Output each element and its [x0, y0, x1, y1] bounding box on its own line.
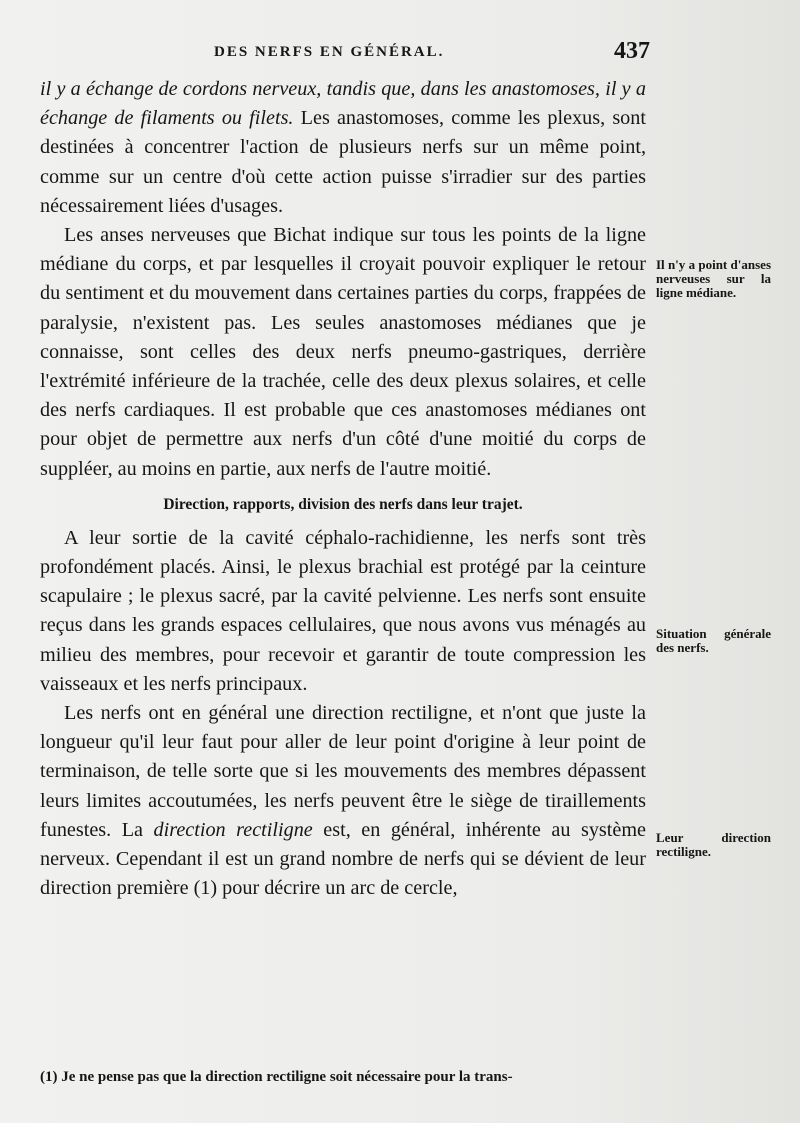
main-text [40, 75, 646, 903]
paragraph-3: A leur sortie de la cavité céphalo-rachidienne, les nerfs sont très profondément placés. Ainsi, le plexus brachial est protégé par la ceinture scapulaire ; le plexus sacré, par la cavité pelvienne. Les nerfs sont ensuite reçus dans les grands espaces cellulaires, que nous avons vus ménagés au milieu des membres, pour recevoir et garantir de toute compression les vaisseaux et les nerfs principaux. [40, 526, 646, 695]
margin-note-3: Leur direction rectiligne. [656, 830, 771, 859]
paragraph-4-start: Les nerfs ont en général une direction rectiligne, et n'ont que juste la longueur qu'il leur faut pour aller de leur point d'origine à leur point de terminaison, de telle sorte que si les mouvements des membres dépassent leurs limites accoutumées, les nerfs peuvent être le siège de tiraillements funestes. La [40, 702, 646, 841]
running-head: DES NERFS EN GÉNÉRAL. [214, 44, 445, 60]
paragraph-1 [40, 75, 646, 221]
page-header [40, 38, 650, 68]
margin-note-1: Il n'y a point d'anses nerveuses sur la ligne médiane. [656, 257, 771, 300]
page-number: 437 [614, 38, 650, 64]
paragraph-1-rest: Les anastomoses, comme les plexus, sont destinées à concentrer l'action de plusieurs nerfs sur un même point, comme sur un centre d'où cette action puisse s'irradier sur des parties nécessairement liées d'usages. [40, 107, 646, 217]
paragraph-2: Les anses nerveuses que Bichat indique sur tous les points de la ligne médiane du corps, et par lesquelles il croyait pouvoir expliquer le retour du sentiment et du mouvement dans certaines parties du corps, frappées de paralysie, n'existent pas. Les seules anastomoses médianes que je connaisse, sont celles des deux nerfs pneumo-gastriques, derrière l'extrémité inférieure de la trachée, celle des deux plexus solaires, et celle des nerfs cardiaques. Il est probable que ces anastomoses médianes ont pour objet de permettre aux nerfs d'un côté d'une moitié du corps de suppléer, au moins en partie, aux nerfs de l'autre moitié. [40, 224, 646, 480]
italic-phrase-1: il y a échange de cordons nerveux [40, 78, 317, 100]
margin-note-2: Situation générale des nerfs. [656, 626, 771, 655]
footnote: (1) Je ne pense pas que la direction rectiligne soit nécessaire pour la trans- [40, 1069, 513, 1085]
italic-phrase-2: , tandis que, dans les anastomoses, il y a échange de filaments ou filets. [40, 78, 646, 130]
italic-phrase-3: direction rectiligne [153, 818, 313, 841]
paragraph-4-end: est, en général, inhérente au système nerveux. Cependant il est un grand nombre de nerfs qui se dévient de leur direction première (1) pour décrire un arc de cercle, [40, 818, 646, 900]
paragraph-4 [40, 699, 646, 903]
section-subheading: Direction, rapports, division des nerfs dans leur trajet. [163, 495, 523, 513]
